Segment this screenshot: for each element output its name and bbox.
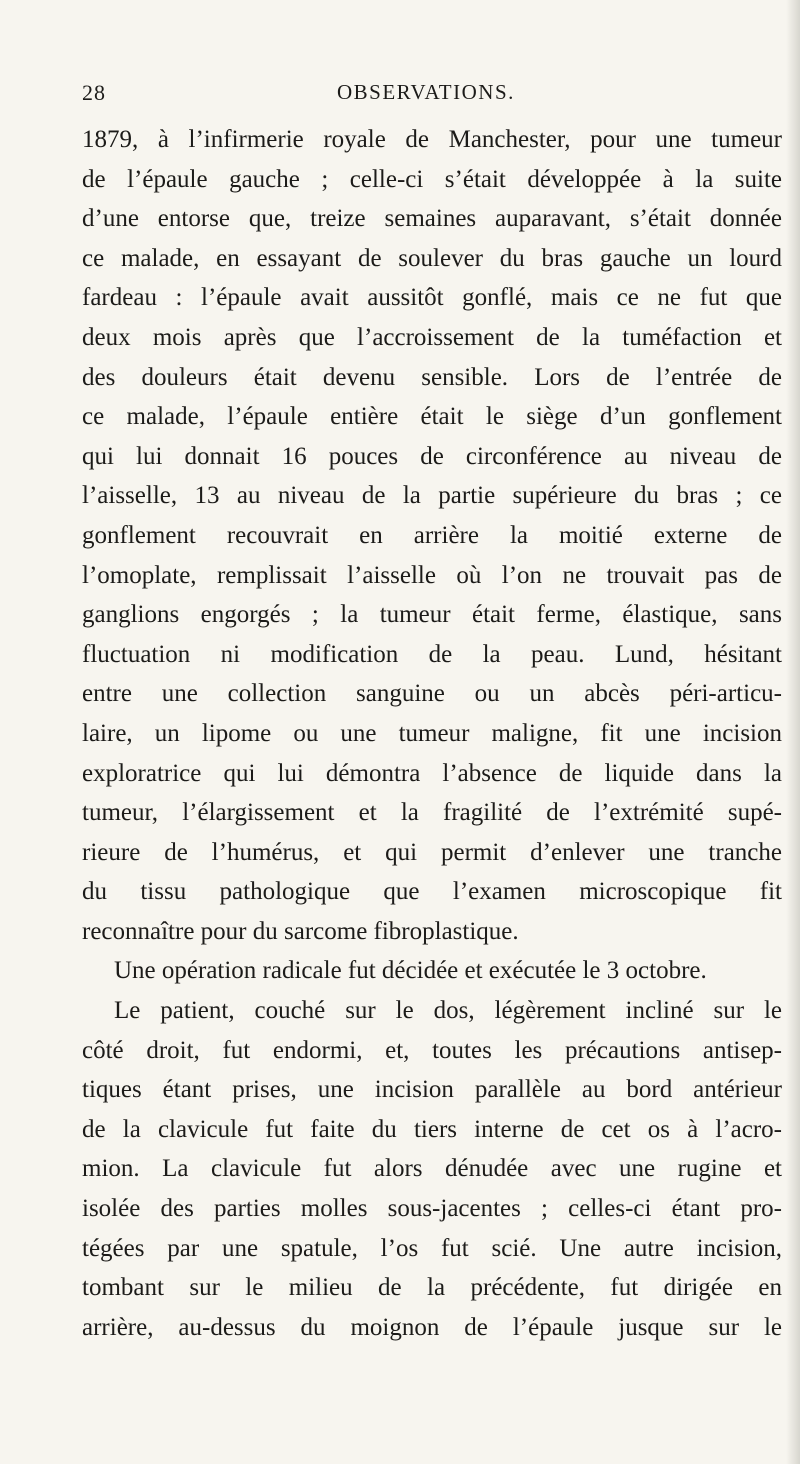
text-line: mion. La clavicule fut alors dénudée avec une rugine et	[82, 1155, 782, 1183]
text-line: isolée des parties molles sous-jacentes ; celles-ci étant pro-	[82, 1195, 782, 1223]
text-line: l’aisselle, 13 au niveau de la partie supérieure du bras ; ce	[82, 482, 782, 510]
text-line: deux mois après que l’accroissement de la tuméfaction et	[82, 323, 782, 351]
running-title: OBSERVATIONS.	[337, 80, 515, 104]
text-line: 1879, à l’infirmerie royale de Manchester, pour une tumeur	[82, 126, 782, 153]
text-line: tiques étant prises, une incision parallèle au bord antérieur	[82, 1076, 782, 1104]
text-line: fluctuation ni modification de la peau. Lund, hésitant	[82, 640, 782, 668]
page-edge-shadow	[786, 0, 800, 1464]
text-line: des douleurs était devenu sensible. Lors de l’entrée de	[82, 363, 782, 391]
text-line: arrière, au-dessus du moignon de l’épaule jusque sur le	[82, 1313, 782, 1341]
text-line: rieure de l’humérus, et qui permit d’enlever une tranche	[82, 838, 782, 866]
text-line: tombant sur le milieu de la précédente, fut dirigée en	[82, 1274, 782, 1302]
text-line-paragraph-start: Le patient, couché sur le dos, légèrement incliné sur le	[114, 997, 782, 1025]
text-line: entre une collection sanguine ou un abcès péri-articu-	[82, 680, 782, 708]
text-line: gonflement recouvrait en arrière la moitié externe de	[82, 521, 782, 549]
text-line-paragraph-end: reconnaître pour du sarcome fibroplastique.	[82, 917, 519, 945]
text-line: ce malade, en essayant de soulever du bras gauche un lourd	[82, 244, 782, 272]
body-text	[82, 120, 782, 1347]
text-line-paragraph-start: Une opération radicale fut décidée et exécutée le 3 octobre.	[114, 957, 707, 985]
text-line: ganglions engorgés ; la tumeur était ferme, élastique, sans	[82, 601, 782, 629]
text-line: du tissu pathologique que l’examen microscopique fit	[82, 878, 782, 906]
page-header	[82, 80, 782, 110]
text-line: côté droit, fut endormi, et, toutes les précautions antisep-	[82, 1036, 782, 1064]
text-line: tumeur, l’élargissement et la fragilité de l’extrémité supé-	[82, 799, 782, 827]
text-line: qui lui donnait 16 pouces de circonférence au niveau de	[82, 442, 782, 470]
text-line: de l’épaule gauche ; celle-ci s’était développée à la suite	[82, 165, 782, 193]
text-line: de la clavicule fut faite du tiers interne de cet os à l’acro-	[82, 1115, 782, 1143]
text-line: exploratrice qui lui démontra l’absence de liquide dans la	[82, 759, 782, 787]
text-line: d’une entorse que, treize semaines auparavant, s’était donnée	[82, 205, 782, 233]
page-number: 28	[82, 80, 106, 105]
text-line: tégées par une spatule, l’os fut scié. Une autre incision,	[82, 1234, 782, 1262]
text-line: l’omoplate, remplissait l’aisselle où l’on ne trouvait pas de	[82, 561, 782, 589]
text-line: fardeau : l’épaule avait aussitôt gonflé, mais ce ne fut que	[82, 284, 782, 312]
text-line: ce malade, l’épaule entière était le siège d’un gonflement	[82, 403, 782, 431]
text-line: laire, un lipome ou une tumeur maligne, fit une incision	[82, 719, 782, 747]
